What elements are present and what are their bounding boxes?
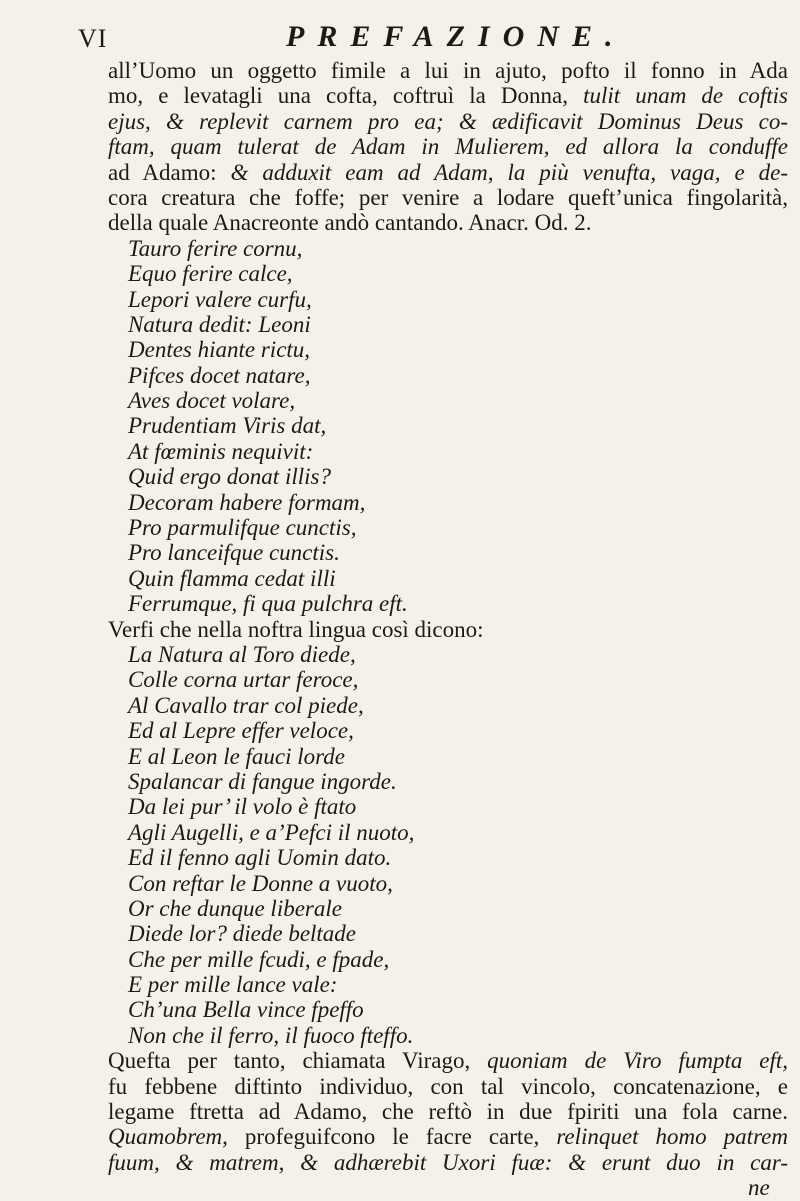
prose-line: Quefta per tanto, chiamata Virago, quoniam de Viro fumpta eft, [108, 1048, 789, 1074]
prose-line: ftam, quam tulerat de Adam in Mulierem, ed allora la conduffe [108, 134, 788, 160]
verse-line: Non che il ferro, il fuoco fteffo. [128, 1022, 414, 1048]
prose-line: ejus, & replevit carnem pro ea; & ædificavit Dominus Deus co- [108, 108, 788, 134]
prose-line: fu febbene diftinto individuo, con tal vincolo, concatenazione, e [108, 1073, 788, 1099]
prose-line: fuum, & matrem, & adhærebit Uxori fuæ: & erunt duo in car- [108, 1149, 788, 1175]
verse-line: Ed al Lepre effer veloce, [128, 718, 354, 744]
verse-line: Pro lanceifque cunctis. [128, 540, 340, 566]
running-title: PREFAZIONE. [286, 20, 626, 53]
page-number: VI [78, 24, 108, 53]
verse-line: Prudentiam Viris dat, [128, 413, 327, 439]
verse-line: Tauro ferire cornu, [128, 235, 303, 261]
transition-line: Verfi che nella noftra lingua così dicono: [108, 616, 484, 642]
verse-line: Ed il fenno agli Uomin dato. [128, 845, 392, 871]
prose-line: cora creatura che foffe; per venire a lodare queft’unica fingolarità, [108, 184, 788, 210]
verse-line: Che per mille fcudi, e fpade, [128, 946, 390, 972]
verse-line: Aves docet volare, [128, 388, 296, 414]
page-header [0, 20, 800, 60]
prose-line: ad Adamo: & adduxit eam ad Adam, la più venufta, vaga, e de- [108, 159, 789, 185]
verse-line: E al Leon le fauci lorde [128, 743, 345, 769]
prose-line: mo, e levatagli una cofta, coftruì la Donna, tulit unam de coftis [108, 83, 789, 109]
prose-line: della quale Anacreonte andò cantando. Anacr. Od. 2. [108, 210, 592, 236]
body-text [108, 58, 788, 1201]
verse-line: Ch’una Bella vince fpeffo [128, 997, 364, 1023]
verse-line: Agli Augelli, e a’Pefci il nuoto, [128, 819, 415, 845]
verse-line: Con reftar le Donne a vuoto, [128, 870, 393, 896]
verse-line: Equo ferire calce, [128, 261, 293, 287]
verse-line: Diede lor? diede beltade [128, 921, 357, 947]
prose-line: all’Uomo un oggetto fimile a lui in ajuto, pofto il fonno in Ada [108, 58, 788, 83]
verse-line: Quid ergo donat illis? [128, 464, 331, 490]
italian-verse-block [108, 642, 788, 1048]
verse-line: Spalancar di fangue ingorde. [128, 768, 397, 794]
verse-line: Lepori valere curfu, [128, 286, 312, 312]
prose-line: legame ftretta ad Adamo, che reftò in due fpiriti una fola carne. [108, 1099, 788, 1125]
verse-line: Pifces docet natare, [128, 362, 311, 388]
prose-line: Quamobrem, profeguifcono le facre carte, relinquet homo patrem [108, 1124, 788, 1150]
catchword: ne [748, 1175, 770, 1201]
verse-line: At fœminis nequivit: [128, 438, 314, 464]
verse-line: Quin flamma cedat illi [128, 565, 336, 591]
verse-line: Dentes hiante rictu, [128, 337, 311, 363]
verse-line: E per mille lance vale: [128, 972, 338, 998]
verse-line: Da lei pur’ il volo è ftato [128, 794, 357, 820]
verse-line: La Natura al Toro diede, [128, 641, 356, 667]
verse-line: Pro parmulifque cunctis, [128, 515, 357, 541]
verse-line: Colle corna urtar feroce, [128, 667, 359, 693]
verse-line: Or che dunque liberale [128, 895, 342, 921]
verse-line: Ferrumque, fi qua pulchra eft. [128, 591, 408, 617]
verse-line: Natura dedit: Leoni [128, 311, 311, 337]
verse-line: Decoram habere formam, [128, 489, 366, 515]
latin-verse-block [108, 236, 788, 617]
verse-line: Al Cavallo trar col piede, [128, 692, 364, 718]
